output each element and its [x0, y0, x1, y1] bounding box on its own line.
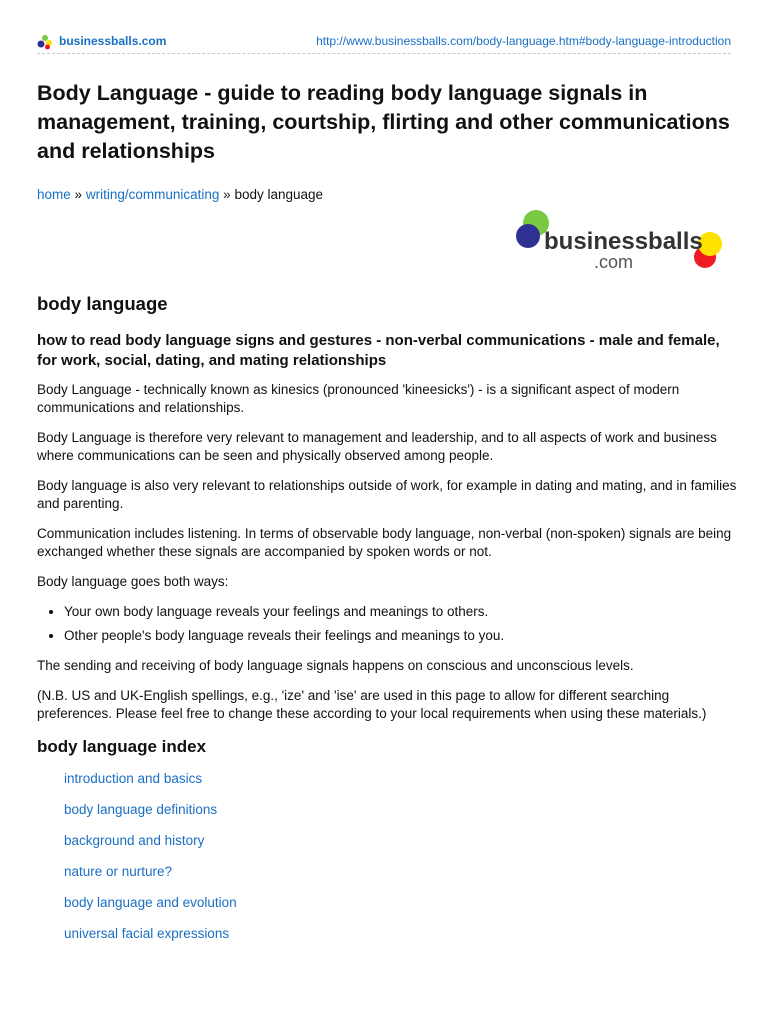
paragraph: (N.B. US and UK-English spellings, e.g., 'ize' and 'ise' are used in this page to allow for different searching preferences. Please feel free to change these according to your local requirements when using these materials.): [37, 688, 707, 721]
index-link-introduction[interactable]: introduction and basics: [64, 771, 203, 786]
paragraph: Body Language - technically known as kinesics (pronounced 'kineesicks') - is a significant aspect of modern communications and relationships.: [37, 382, 680, 415]
breadcrumb: [37, 187, 323, 202]
index-link-facial-expressions[interactable]: universal facial expressions: [64, 926, 230, 941]
index-item: [64, 801, 737, 819]
bullet-item: • Other people's body language reveals their feelings and meanings to you.: [64, 627, 737, 645]
bullet-item: • Your own body language reveals your feelings and meanings to others.: [64, 603, 737, 621]
section-heading: body language: [37, 293, 168, 314]
index-item: [64, 925, 737, 943]
logo-main-text: businessballs: [544, 228, 703, 255]
index-item: [64, 770, 737, 788]
main-content: [37, 292, 737, 956]
index-item: [64, 832, 737, 850]
index-list: [37, 770, 737, 943]
index-link-evolution[interactable]: body language and evolution: [64, 895, 237, 910]
paragraph: Body language goes both ways:: [37, 574, 229, 589]
index-item: [64, 863, 737, 881]
page-header-bar: [37, 31, 731, 54]
breadcrumb-writing-link[interactable]: writing/communicating: [85, 187, 220, 202]
paragraph: Body language is also very relevant to relationships outside of work, for example in dating and mating, and in families and parenting.: [37, 478, 737, 511]
page-url-link[interactable]: http://www.businessballs.com/body-language.htm#body-language-introduction: [316, 34, 731, 48]
site-name-link[interactable]: businessballs.com: [59, 34, 167, 48]
paragraph: The sending and receiving of body language signals happens on conscious and unconscious levels.: [37, 658, 634, 673]
breadcrumb-current: body language: [234, 187, 324, 202]
breadcrumb-separator: »: [223, 187, 231, 202]
index-item: [64, 894, 737, 912]
index-link-definitions[interactable]: body language definitions: [64, 802, 218, 817]
logo-sub-text: .com: [594, 252, 634, 272]
breadcrumb-separator: »: [74, 187, 83, 202]
index-link-nature-nurture[interactable]: nature or nurture?: [64, 864, 173, 879]
breadcrumb-home-link[interactable]: home: [37, 187, 71, 202]
section-subheading: how to read body language signs and gestures - non-verbal communications - male and female, for work, social, dating, and mating relationships: [37, 332, 720, 369]
site-favicon-icon: [37, 34, 53, 50]
page-title: Body Language - guide to reading body language signals in management, training, courtship, flirting and other communications and relationships: [37, 81, 730, 163]
bullet-list: [37, 603, 737, 645]
paragraph: Communication includes listening. In terms of observable body language, non-verbal (non-spoken) signals are being exchanged whether these signals are accompanied by spoken words or not.: [37, 526, 732, 559]
index-link-background[interactable]: background and history: [64, 833, 205, 848]
logo-blue-ball-icon: [516, 224, 540, 248]
paragraph: Body Language is therefore very relevant to management and leadership, and to all aspects of work and business where communications can be seen and physically observed among people.: [37, 430, 717, 463]
businessballs-logo: [514, 206, 728, 274]
index-heading: body language index: [37, 737, 207, 756]
